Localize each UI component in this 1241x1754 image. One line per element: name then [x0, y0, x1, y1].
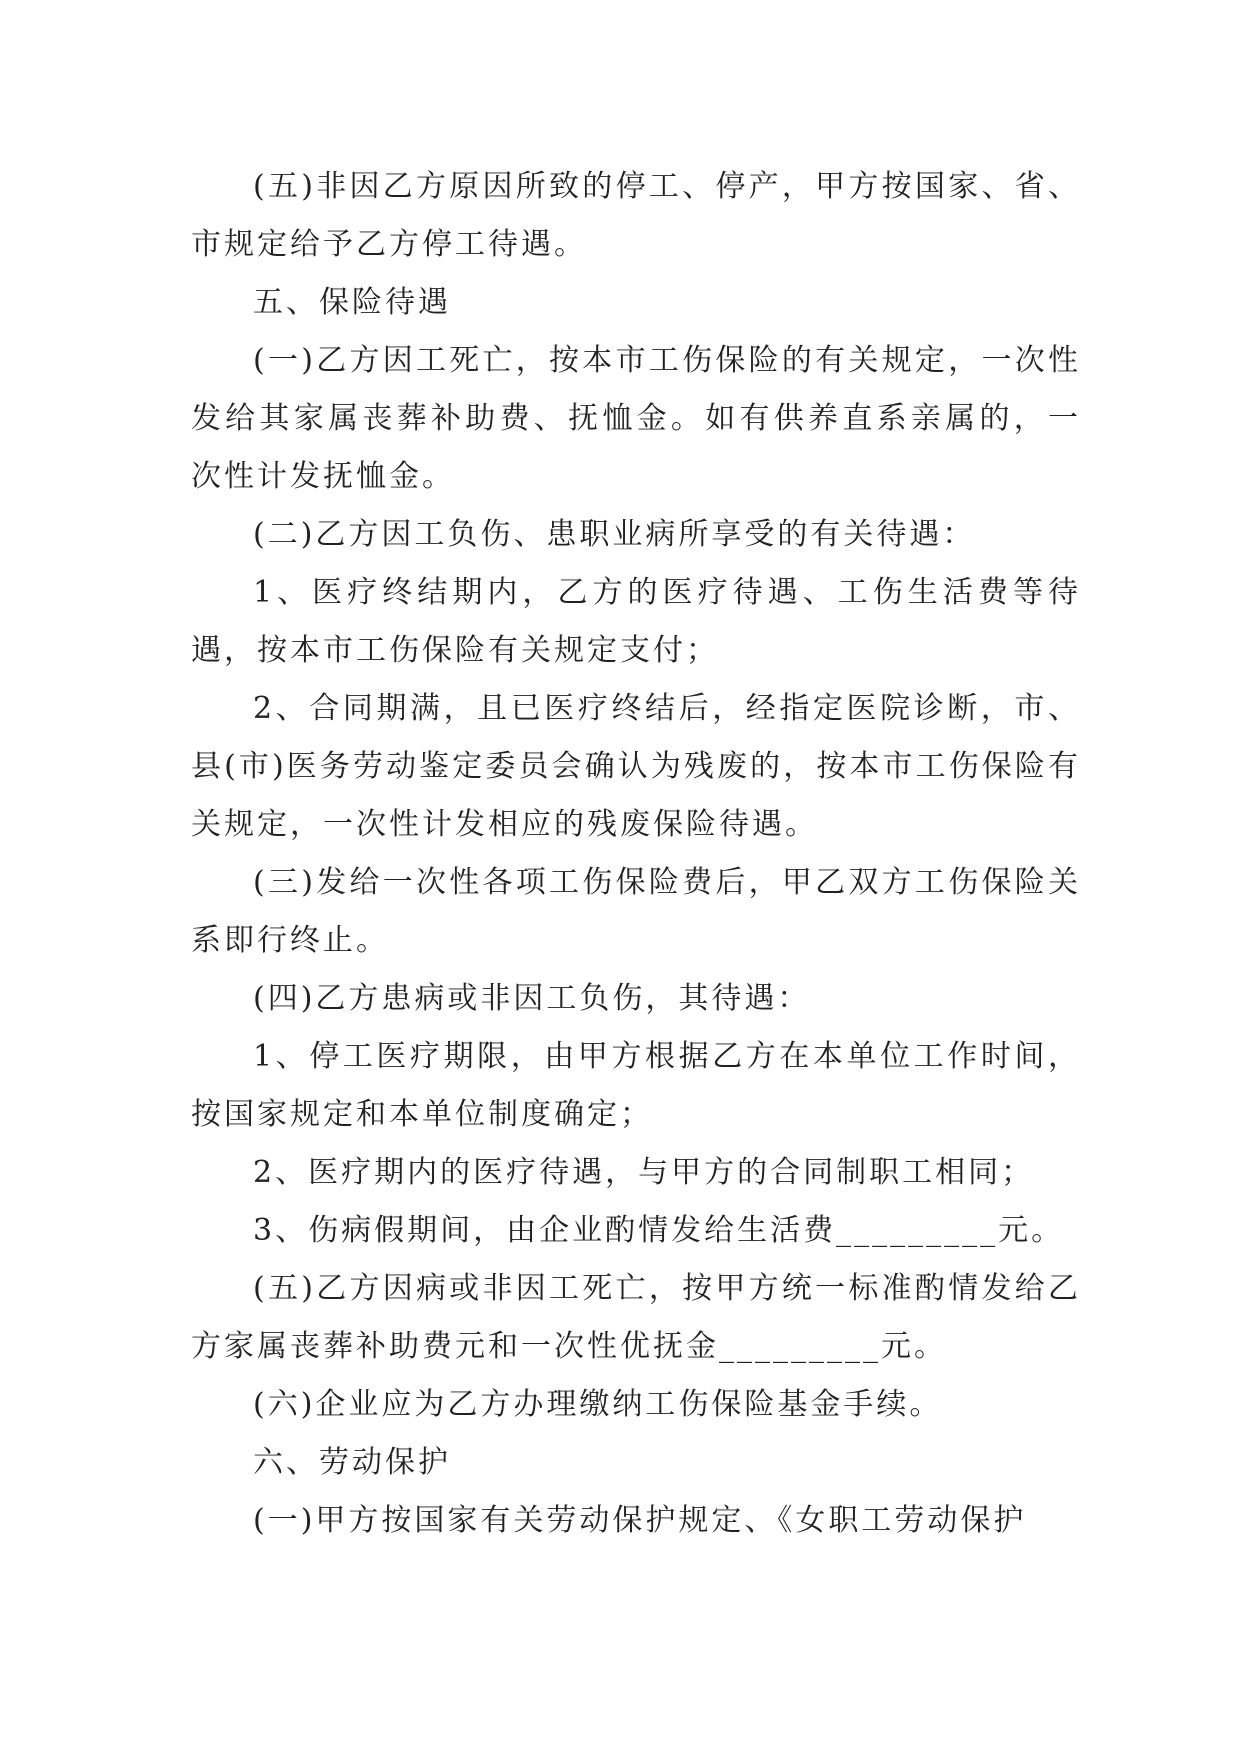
paragraph: (二)乙方因工负伤、患职业病所享受的有关待遇：	[253, 517, 976, 552]
section-heading: 六、劳动保护	[253, 1445, 451, 1480]
paragraph: 1、停工医疗期限，由甲方根据乙方在本单位工作时间，按国家规定和本单位制度确定；	[191, 1039, 1081, 1132]
document-body	[191, 158, 1081, 1550]
paragraph: (四)乙方患病或非因工负伤，其待遇：	[253, 981, 811, 1016]
paragraph: (一)乙方因工死亡，按本市工伤保险的有关规定，一次性发给其家属丧葬补助费、抚恤金。如有供养直系亲属的，一次性计发抚恤金。	[191, 343, 1081, 494]
paragraph: (六)企业应为乙方办理缴纳工伤保险基金手续。	[253, 1387, 943, 1422]
section-heading: 五、保险待遇	[253, 285, 451, 320]
paragraph: (五)乙方因病或非因工死亡，按甲方统一标准酌情发给乙方家属丧葬补助费元和一次性优抚金_________元。	[191, 1271, 1081, 1364]
paragraph: (三)发给一次性各项工伤保险费后，甲乙双方工伤保险关系即行终止。	[191, 865, 1081, 958]
paragraph: 2、合同期满，且已医疗终结后，经指定医院诊断，市、县(市)医务劳动鉴定委员会确认为残废的，按本市工伤保险有关规定，一次性计发相应的残废保险待遇。	[191, 691, 1081, 842]
paragraph: (五)非因乙方原因所致的停工、停产，甲方按国家、省、市规定给予乙方停工待遇。	[191, 169, 1081, 262]
paragraph: 3、伤病假期间，由企业酌情发给生活费_________元。	[253, 1213, 1065, 1248]
paragraph: 1、医疗终结期内，乙方的医疗待遇、工伤生活费等待遇，按本市工伤保险有关规定支付；	[191, 575, 1081, 668]
paragraph: (一)甲方按国家有关劳动保护规定、《女职工劳动保护	[253, 1503, 1027, 1538]
paragraph: 2、医疗期内的医疗待遇，与甲方的合同制职工相同；	[253, 1155, 1035, 1190]
